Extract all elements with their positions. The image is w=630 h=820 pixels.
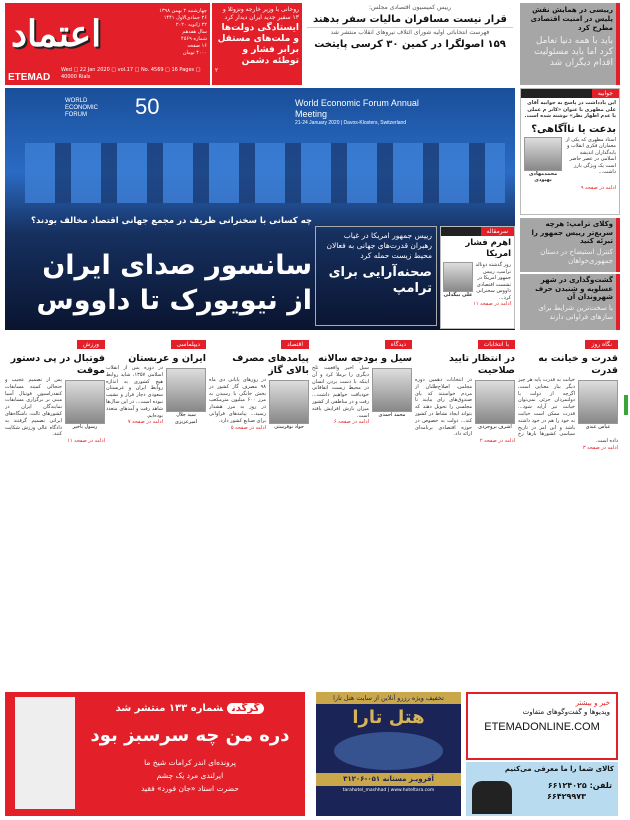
top-red-story[interactable] [212,3,302,85]
ad-line: حضرت استاد «جان فورد» فقید [141,784,239,793]
column-economy[interactable] [209,340,309,685]
author-photo [166,368,206,412]
editorial-text: روز گذشته دونالد ترامپ، رییس جمهور امریکا در نشست اقتصادی داووس سخنرانی کرد... [475,262,511,301]
column-text: سیل اخیر واقعیت تلخ دیگری را برملا کرد و آن اینکه با دست بردن انسان در محیط زیست اتفاقاتی خودیافت خواهیم داشت... رفت و در مناطقی از کشور میزان بارش افزایش یافته است. [312,365,369,419]
wef-logo: WORLD ECONOMIC FORUM [65,98,98,118]
section-tag: نگاه روز [585,340,618,349]
column-title: پیامدهای مصرف بالای گاز [232,353,309,376]
column-title: فوتبال در پی دستور موقت [10,353,105,376]
continued-link[interactable]: ادامه در صفحه ۲ [479,438,515,445]
reply-box[interactable] [520,88,620,215]
ad-line: ایرلندی مرد یک چشم [156,771,224,780]
column-text: پس از تصمیم عجیب و جنجالی کمیته مسابقات کنفدراسیون فوتبال آسیا مبنی بر برگزاری مسابقات نمایندگان ایران در کشورهای ثالث، باشگاه‌های ایرانی تصمیم گرفتند به دادگاه عالی ورزش شکایت کنند. [5,377,62,438]
phone-label: تلفن: [589,781,612,790]
author-name: عباس عبدی [585,424,611,430]
column-title: در انتظار تایید صلاحیت [448,353,515,376]
businessmen-silhouette [472,781,512,814]
hotel-phone: ۰۵۱-۳۱۲۰۶ [343,775,381,783]
issue-info: چهارشنبه ۲ بهمن ۱۳۹۸ ۲۶ جمادی‌الاول ۱۴۴۱ ۲۲ ژانویه ۲۰۲۰ سال هفدهم شماره ۴۵۶۹ ۱۶ صفحه ۴۰۰۰ تومان [159,8,207,56]
magazine-logo: گرگدن [227,703,264,714]
hotel-image [334,732,443,770]
author-block [524,137,562,184]
author-name: رسول باخیر [72,424,98,430]
magazine-ad[interactable] [5,692,305,816]
page-ref: ۲ [215,67,219,74]
author-photo [524,137,562,171]
phone-number: ۶۶۴۲۹۹۷۳ [546,792,586,801]
column-diplomacy[interactable] [106,340,206,685]
column-title: سیل و بودجه سالانه [318,353,412,364]
section-tag: اقتصاد [281,340,309,349]
quote-text: با سخت‌ترین شرایط برای سازهای فراوانی دارند [538,303,613,321]
issue-notice: شماره ۱۳۳ منتشر شد [115,703,224,714]
quote-kicker: رییسی در همایش نقش پلیس در امنیت اقتصادی مطرح کرد [530,6,613,32]
ad-headline: کالای شما را ما معرفی می‌کنیم [504,765,614,773]
hero-photo[interactable] [5,88,515,330]
reply-intro: این یادداشت در پاسخ به جوابیه آقای علی مطهری با عنوان «کانر م عملی یا عدم اظهار نظر» نوشته شده است. [524,100,616,119]
author-photo [578,380,618,424]
author-photo [372,368,412,412]
author-photo [475,380,515,424]
continued-link[interactable]: ادامه در صفحه ۶ [333,419,369,426]
author-name: اشرف بروجردی [478,424,512,430]
story-headline: ۱۵۹ اصولگرا در کمین ۳۰ کرسی پایتخت [314,39,506,50]
reply-text: استاد مطهری که یکی از معماران فکری انقلاب و پایه‌گذاران اندیشه اسلامی در عصر حاضر است یک ویژگی بارز داشت... [565,136,616,175]
story-kicker: وکلای ترامپ: هرچه سریع‌تر رییس جمهور را تبرئه کنید [531,220,613,245]
continued-link[interactable]: ادامه در صفحه ۱۱ [67,438,105,445]
column-elections[interactable] [415,340,515,685]
hero-headline[interactable]: سانسور صدای ایران از نیویورک تا داووس [36,250,312,316]
dateline: Wed □ 22 Jan 2020 □ vol.17 □ No. 4569 □ 16 Pages □ 40000 Rials [61,67,201,80]
author-name: سید جلال امیرعزیزی [174,412,198,425]
ad-headline: دره من چه سرسبز بود [90,725,290,746]
hotel-promo: تخفیف ویژه رزرو آنلاین از سایت هتل تارا [316,692,461,704]
ad-line: ویدیوها و گفت‌وگوهای متفاوت [522,708,610,716]
hero-kicker: چه کسانی با سخنرانی ظریف در مجمع جهانی اقتصاد مخالف بودند؟ [31,216,312,226]
top-center-stories[interactable] [305,3,515,85]
story-kicker: فهرست انتخاباتی اولیه شورای ائتلاف نیروهای انقلاب منتشر شد [330,29,490,36]
hotel-city: آفرویـز مستانه [382,775,434,783]
section-tag: با انتخابات [478,340,515,349]
ad-line: خبر و بیشتر [575,699,610,707]
hotel-tara-ad[interactable] [316,692,461,816]
column-nigah-rooz[interactable] [518,340,618,685]
column-text: خیانت به قدرت پایه هر چیز دیگر بیار معنایی است، اگرچه از دولت یا دولتمردان جزئی نمی‌توان خیانت نیز آرایه شود... قدرت ممکن است خیانت به خود را هم در خود داشته باشد و این امر در تاریخ سیاسی کشورها بارها رخ داده است. [518,377,618,445]
magazine-cover-image [15,697,75,809]
story-headline: ایستادگی دولت‌ها و ملت‌های مستقل برابر فشار و توطئه دشمن [217,23,299,66]
website-url[interactable]: ETEMADONLINE.COM [484,721,600,733]
editorial-box[interactable] [440,226,515,329]
latin-title: ETEMAD [8,72,51,83]
story-kicker: رییس کمیسیون اقتصادی مجلس: [368,4,452,11]
author-photo [65,380,105,424]
section-tag: سرمقاله [481,227,514,236]
author-name: محمدمهادی بهبودی [528,170,558,183]
section-tag: ورزش [77,340,105,349]
author-name: جواد نوفرستی [274,424,304,430]
scroll-marker [624,395,628,415]
editorial-title: اهرم فشار امریکا [465,238,511,259]
top-gray-quote[interactable] [520,3,620,85]
continued-link[interactable]: ادامه در صفحه ۵ [230,424,266,431]
author-name: علی بیگدلی [443,292,473,298]
advertising-services-ad[interactable] [466,762,618,816]
ad-line: پرونده‌ای اندر کرامات شیخ ما [144,758,236,767]
quote-text: کنترل استیضاح در دستان جمهوری‌خواهان [540,247,613,265]
column-title: قدرت و خیانت به قدرت [538,353,618,376]
column-text: در دوره پس از انقلاب اسلامی ۱۳۵۷، شاید روابط هیچ کشوری به اندازه روابط ایران و عربستان سعودی دچار فراز و نشیب نبوده است... در این سال‌ها شاهد رفت و آمدهای متعدد بوده‌ایم. [106,365,163,419]
continued-link[interactable]: ادامه در صفحه ۳ [582,444,618,451]
hotel-website[interactable]: tarahotel_mashhad | www.hoteltara.com [342,788,435,793]
reply-title: بدعت یا ناآگاهی؟ [531,123,616,135]
wef-banner: World Economic Forum Annual Meeting 21-24 January 2020 | Davos-Klosters, Switzerland [295,98,419,126]
author-block [443,262,473,299]
column-sports[interactable] [5,340,105,685]
author-name: محمد احمدی [378,412,406,418]
gray-story-asaluyeh[interactable] [520,274,620,330]
forum-chairs-image [25,143,505,203]
etemad-online-ad[interactable] [466,692,618,760]
story-kicker: روحانی با وزیر خارجه ونزوئلا و ۱۳ سفیر جدید ایران دیدار کرد [222,6,299,21]
column-viewpoint[interactable] [312,340,412,685]
section-tag: دیپلماسی [171,340,206,349]
gray-story-trump-lawyers[interactable] [520,218,620,272]
phone-number: ۶۶۱۲۴۰۲۵ [547,781,587,790]
continued-link[interactable]: ادامه در صفحه ۹ [580,184,616,191]
story-kicker: گشت‌وگذاری در شهر عسلویه و شنیدن حرف شهروندان آن [535,276,613,301]
story-headline: صحنه‌آرایی برای ترامپ [328,265,432,296]
author-photo [269,380,309,424]
quote-text: باید با همه دنیا تعامل کرد اما باید مسئولیت اقدام دیگران شد [534,36,613,68]
continued-link[interactable]: ادامه در صفحه ۱۱ [473,301,511,307]
hotel-name: هتل تارا [352,707,425,728]
story-headline: قرار نیست مسافران مالیات سفر بدهند [307,13,513,28]
wef-50-logo: 50 [135,94,160,119]
continued-link[interactable]: ادامه در صفحه ۷ [127,419,163,426]
masthead [5,3,210,85]
column-text: در انتخابات دهمین دوره مجلس، اصلاح‌طلبان از مردم خواستند که پای صندوق‌های رای بیایند تا مجلسی را تحویل دهند که بتواند ایجاد نشاط در کشور کند... دولت به خصوص در حوزه اقتصادی برنامه‌ای ارائه داد. [415,377,472,438]
etemad-logo: اعتماد [11,13,102,55]
column-text: در روزهای پایانی دی ماه ۹۸ مصرف گاز کشور در بخش خانگی با رسیدن به مرز ۶۰۰ میلیون مترمکعب در روز به مرز هشدار رسید... پیامدهای فراوانی برای صنایع کشور دارد. [209,377,266,424]
trump-story[interactable] [315,226,437,326]
author-photo [443,262,473,292]
story-kicker: رییس جمهور امریکا در غیاب رهبران قدرت‌های جهانی به فعالان محیط زیست حمله کرد [326,231,432,260]
section-tag: دیدگاه [385,340,412,349]
section-tag: جوابیه [592,89,619,98]
column-title: ایران و عربستان [128,353,206,364]
